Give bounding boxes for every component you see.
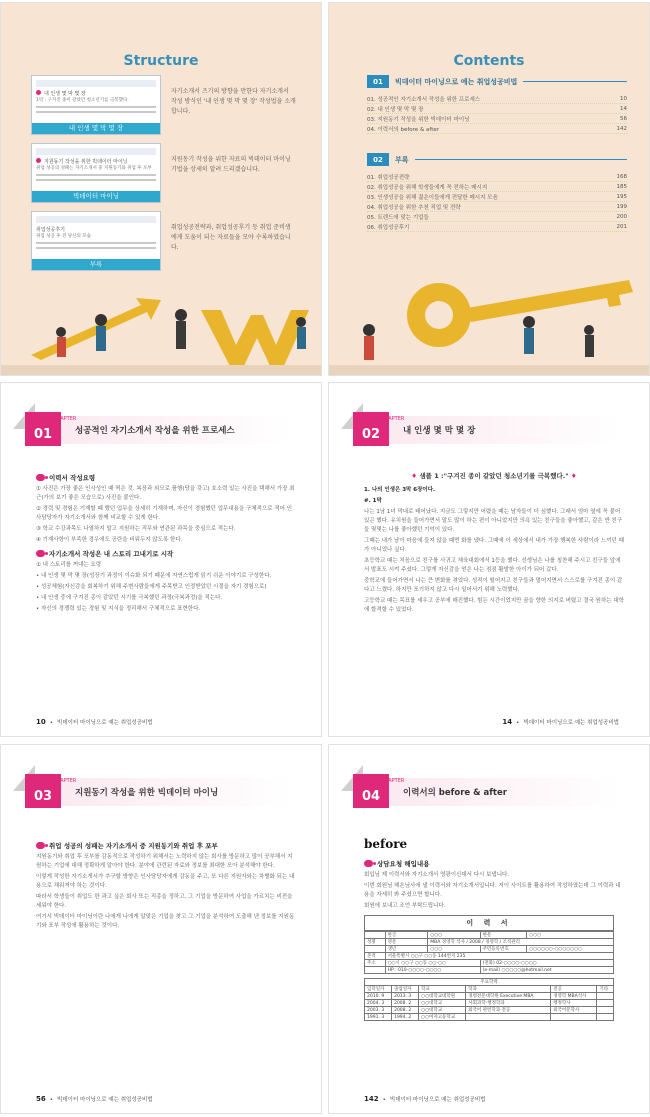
table-row: 주소 ○○시 ○○구 ○○동 ○○-○○ (전화) 02-○○○○-○○○○ xyxy=(365,960,614,967)
bullet-icon xyxy=(36,842,45,849)
paragraph: ③ 학교 수강과목도 나열하지 말고 지원하는 직무와 연관된 과목을 중심으로 적는다. xyxy=(36,526,236,532)
structure-page xyxy=(0,2,322,376)
paragraph: 이번 회원님 헤온님사에 낼 이력서와 자기소개서입니다. 저이 사이트를 활용하여 작성하였는데 그 이력과 내용을 자세히 봐 주셨으면 합니다. xyxy=(364,883,621,898)
chapter-title: 성공적인 자기소개서 작성을 위한 프로세스 xyxy=(75,426,235,436)
structure-desc: 지원동기 작성을 위한 자료의 빅데이터 마이닝 기법을 상세히 알려 드리겠습니다. xyxy=(171,156,291,173)
resume-info-table xyxy=(364,931,614,974)
page-10 xyxy=(0,382,322,737)
thumbnail-heading: 취업성공후기 xyxy=(36,227,65,233)
chapter-number: CHAPTER 03 xyxy=(25,774,61,808)
structure-bar: 빅데이터 마이닝 xyxy=(32,191,160,202)
toc-entry[interactable]: 02. 취업성공을 위해 학생들에게 꼭 전하는 메시지 185 xyxy=(367,183,627,191)
chapter-title: 이력서의 before & after xyxy=(403,788,507,798)
paragraph: ④ 기재사항이 부족한 경우에도 공란을 비워두지 않도록 한다. xyxy=(36,537,183,543)
toc-section-number: 02 xyxy=(367,153,389,166)
chapter-banner xyxy=(31,778,291,806)
toc-section-label: 빅데이터 마이닝으로 예는 취업성공비법 xyxy=(395,77,518,86)
table-row: 주요학력 xyxy=(365,979,614,986)
toc-section-number: 01 xyxy=(367,75,389,88)
toc-entry[interactable]: 03. 인생성공을 위해 젊은이들에게 전달한 메시지 모음 195 xyxy=(367,193,627,201)
chapter-banner xyxy=(359,778,619,806)
bullet-icon xyxy=(36,550,45,557)
structure-item xyxy=(31,75,301,135)
thumbnail-subheading: 취업 성공 후 전 당신의 모습 xyxy=(36,234,91,239)
paragraph: 이렇게 작성한 자기소개서가 추구할 방향은 인사담당자에게 감동을 주고, 또 다른 지원자와는 차별화 되는 내용으로 채워져야 하는 것이다. xyxy=(36,874,295,889)
toc-section xyxy=(367,153,627,232)
key-illustration xyxy=(329,260,650,375)
paragraph: • 성공체험(자신감을 회복하기 위해 주변사람들에게 주목받고 인정받았던 시절을 자기 경험으로) xyxy=(36,584,267,590)
paragraph: • 내 인생 중에 구겨진 종이 같았던 시기를 극복했던 과정(극복과정)을 적는다. xyxy=(36,595,223,601)
paragraph: 따라서 학생들이 취업도 한 과고 싶은 회사 또는 직종을 정하고, 그 기업을 방문하여 사업을 가르치는 비전을 세워야 한다. xyxy=(36,894,293,909)
toc-entry[interactable]: 03. 지원동기 작성을 위한 빅데이터 마이닝 56 xyxy=(367,115,627,123)
chapter-number: CHAPTER 01 xyxy=(25,412,61,446)
toc-entry[interactable]: 04. 이력서의 before & after 142 xyxy=(367,125,627,133)
structure-item xyxy=(31,143,301,203)
paragraph: 그때는 내가 남이 마음에 들지 않을 때면 화를 냈다. 그때에 이 세상에서 내가 가장 행복한 사람이라 느끼던 때가 아니었나 싶다. xyxy=(364,538,624,553)
page-footer: 56 • 빅데이터 마이닝으로 예는 취업성공비법 xyxy=(36,1095,153,1103)
structure-title: Structure xyxy=(123,53,199,69)
thumbnail-subheading: 1막 : 구겨진 종이 같았던 청소년기를 극복했다. xyxy=(36,98,129,103)
toc-entry[interactable]: 04. 취업성공을 위한 추천 직업 및 전략 199 xyxy=(367,203,627,211)
page-142 xyxy=(328,744,650,1114)
page-footer: 10 • 빅데이터 마이닝으로 예는 취업성공비법 xyxy=(36,718,153,726)
toc-section-label: 부록 xyxy=(395,155,409,164)
chapter-title: 내 인생 몇 막 몇 장 xyxy=(403,426,476,436)
structure-thumbnail xyxy=(31,75,161,135)
thumbnail-heading: 지원동기 작성을 위한 빅데이터 마이닝 xyxy=(36,158,156,165)
table-row: 본적 서울특별시 ○○구 ○○동 144번지 235 xyxy=(365,953,614,960)
section-heading: 상담요청 해입내용 xyxy=(364,859,624,868)
structure-thumbnail xyxy=(31,143,161,203)
before-heading: before xyxy=(364,837,408,851)
business-people-illustration xyxy=(1,260,322,375)
structure-bar: 부록 xyxy=(32,259,160,270)
bullet-icon xyxy=(364,860,373,867)
contents-title: Contents xyxy=(453,53,525,69)
spread-chapters-3-4 xyxy=(0,744,650,1114)
thumbnail-header xyxy=(36,148,156,155)
paragraph: ① 내 스토리를 꺼내는 요령 xyxy=(36,562,102,568)
paragraph: ② 경력 및 경험은 기재할 때 했던 업무을 상세히 기재하며, 자신이 경험했던 업무내용을 구체적으로 적어 인사담당자가 자기소개서와 함께 비교할 수 있게 한다. xyxy=(36,506,293,521)
toc-entry[interactable]: 02. 내 인생 몇 막 몇 장 14 xyxy=(367,105,627,113)
paragraph: 지원동기와 취업 후 포부를 감동적으로 작성하기 위해서는 노력하지 않는 회사를 방문하고 많이 공부해서 지원하는 기업에 대해 정확하게 알아야 한다. 분야에 관련된 자료와 정보를 최대한 모아 분석해야 한다. xyxy=(36,854,293,869)
structure-desc: 자기소개서 즈기의 방향을 만한다 자기소개서 작성 방식인 '내 인생 몇 막 몇 장' 작성법을 소개합니다. xyxy=(171,88,296,115)
list-heading: 1. 나의 인생은 3막 6장이다. xyxy=(364,487,436,493)
table-row: 생년 ○○○ 주민등록번호 ○○○○○○-○○○○○○○ xyxy=(365,946,614,953)
sample-heading: ♦ 샘플 1 :"구겨진 종이 같았던 청소년기를 극복했다." ♦ xyxy=(411,472,577,480)
page-14 xyxy=(328,382,650,737)
paragraph: • 자신의 경쟁력 있는 경험 및 지식을 정리해서 구체적으로 표현한다. xyxy=(36,606,201,612)
spread-intro xyxy=(0,2,650,376)
page-56 xyxy=(0,744,322,1114)
table-row: 1991. 3 1994. 2 ○○여자고등학교 xyxy=(365,1014,614,1021)
thumbnail-subheading: 취업 성공의 성패는 자기소개서 중 지원동기와 취업 후 포부 xyxy=(36,166,152,171)
toc-section-heading xyxy=(367,75,627,88)
table-row: 한글 ○○○ 한문 ○○○ xyxy=(365,932,614,939)
chapter-title: 지원동기 작성을 위한 빅데이터 마이닝 xyxy=(75,788,219,798)
paragraph: 회원에 보내고 조언 부탁드립니다. xyxy=(364,903,446,909)
paragraph: 여기서 빅데이터 마이닝이란 나에게 나에게 알맞은 기업을 찾고 그 기업을 분석하여 도출해 낸 정보를 지원동기와 포부 작성에 활용하는 것이다. xyxy=(36,914,295,929)
table-row: HP : 010-○○○○-○○○○ (e-mail) ○○○○○@hotmail.net xyxy=(365,967,614,974)
toc-entry[interactable]: 01. 성공적인 자기소개서 작성을 위한 프로세스 10 xyxy=(367,95,627,103)
paragraph: 중학교에 들어가면서 나는 큰 변화를 겪었다. 성적이 떨어지고 친구들과 멀어지면서 스스로를 구겨진 종이 같다고 느꼈다. 하지만 포기하지 않고 다시 일어서기 위해 노력했다. xyxy=(364,578,623,593)
chapter-banner xyxy=(31,416,291,444)
paragraph: ① 사진은 가장 좋은 인사성인 때 찍은 것. 복장과 외모로 품행(당을 갖고) 호소력 있는 사진을 택해서 가장 최근(가의 보기 좋은 모습으로) 사진을 붙인다. xyxy=(36,486,295,501)
bullet-icon xyxy=(36,474,45,481)
page-footer: 14 • 빅데이터 마이닝으로 예는 취업성공비법 xyxy=(502,718,619,726)
section-heading: 이력서 작성요령 xyxy=(36,473,296,482)
thumbnail-header xyxy=(36,80,156,87)
table-row: 성명 영문 MBA 경영학 석사 / 2008 / 경영학 / 조직관리 xyxy=(365,939,614,946)
toc-entry[interactable]: 06. 취업성공후기 201 xyxy=(367,223,627,231)
table-row: 2003. 3 2008. 2 ○○대학교 외국어 관련학과 전공 외국어문학사 xyxy=(365,1007,614,1014)
table-header-row: 입학일자 졸업일자 학교 학과 전공 기타 xyxy=(365,986,614,993)
toc-section-heading xyxy=(367,153,627,166)
resume-title: 이 력 서 xyxy=(364,915,614,931)
paragraph: 회입님 제 이력서와 자기소개서 영광이신데서 다시 보냅니다. xyxy=(364,872,510,878)
thumbnail-heading: 내 인생 몇 막 몇 장 xyxy=(36,90,156,97)
table-row: 2010. 9 2013. 3 ○○대학교대학원 경영전문대학원 Executive MBA 경영학 MBA석사 xyxy=(365,993,614,1000)
spread-chapters-1-2 xyxy=(0,382,650,737)
paragraph: 나는 1남 1녀 막내로 태어났다. 지금도 그렇지만 어렸을 때는 남자들이 더 심했다. 그래서 엄마 옆에 꼭 붙어 있곤 했다. 유치원을 들어가면서 말도 많이 하는 편이 아니었지만 의욕 있는 친구들을 좋아했고, 같은 반 친구들 몇몇는 나를 좋아했던 기억이 있다. xyxy=(364,509,623,533)
thumbnail-header xyxy=(36,216,156,223)
table-row: 2004. 3 2008. 2 ○○대학교 사회과학-행정학과 행정학사 xyxy=(365,1000,614,1007)
list-subheading: #. 1막 xyxy=(364,498,382,504)
paragraph: 고등학교 때는 목표를 세우고 공부에 매진했다. 힘든 시간이었지만 꿈을 향한 의지로 버텼고 결국 원하는 대학에 합격할 수 있었다. xyxy=(364,598,624,613)
structure-desc: 취업성공전략과, 취업성공후기 등 취업 준비생에게 도움이 되는 자료들을 모아 수록하였습니다. xyxy=(171,224,291,251)
toc-entry[interactable]: 05. 트렌드에 맞는 기업들 200 xyxy=(367,213,627,221)
paragraph: 초등학교 때는 처음으로 친구를 사귀고 체육대회에서 1등을 했다. 선생님은 나를 칭찬해 주시고 친구들 앞에서 발표도 시켜 주셨다. 그렇게 자신감을 얻은 나는 점점 활발한 아이가 되어 갔다. xyxy=(364,558,621,573)
chapter-banner xyxy=(359,416,619,444)
chapter-number: CHAPTER 04 xyxy=(353,774,389,808)
section-heading: 자기소개서 작성은 내 스토리 끄내기로 시작 xyxy=(36,549,296,558)
chapter-number: CHAPTER 02 xyxy=(353,412,389,446)
education-table xyxy=(364,978,614,1021)
contents-page xyxy=(328,2,650,376)
structure-bar: 내 인생 몇 막 몇 장 xyxy=(32,123,160,134)
paragraph: • 내 인생 몇 막 몇 장(성장기 과정이 이슈화 되기 때문에 자연스럽게 읽기 쉬운 이야기로 구성한다. xyxy=(36,573,272,579)
page-footer: 142 • 빅데이터 마이닝으로 예는 취업성공비법 xyxy=(364,1095,486,1103)
section-heading: 취업 성공의 성패는 자기소개서 중 지원동기와 취업 후 포부 xyxy=(36,841,296,850)
toc-section xyxy=(367,75,627,134)
toc-entry[interactable]: 01. 취업성공전략 168 xyxy=(367,173,627,181)
